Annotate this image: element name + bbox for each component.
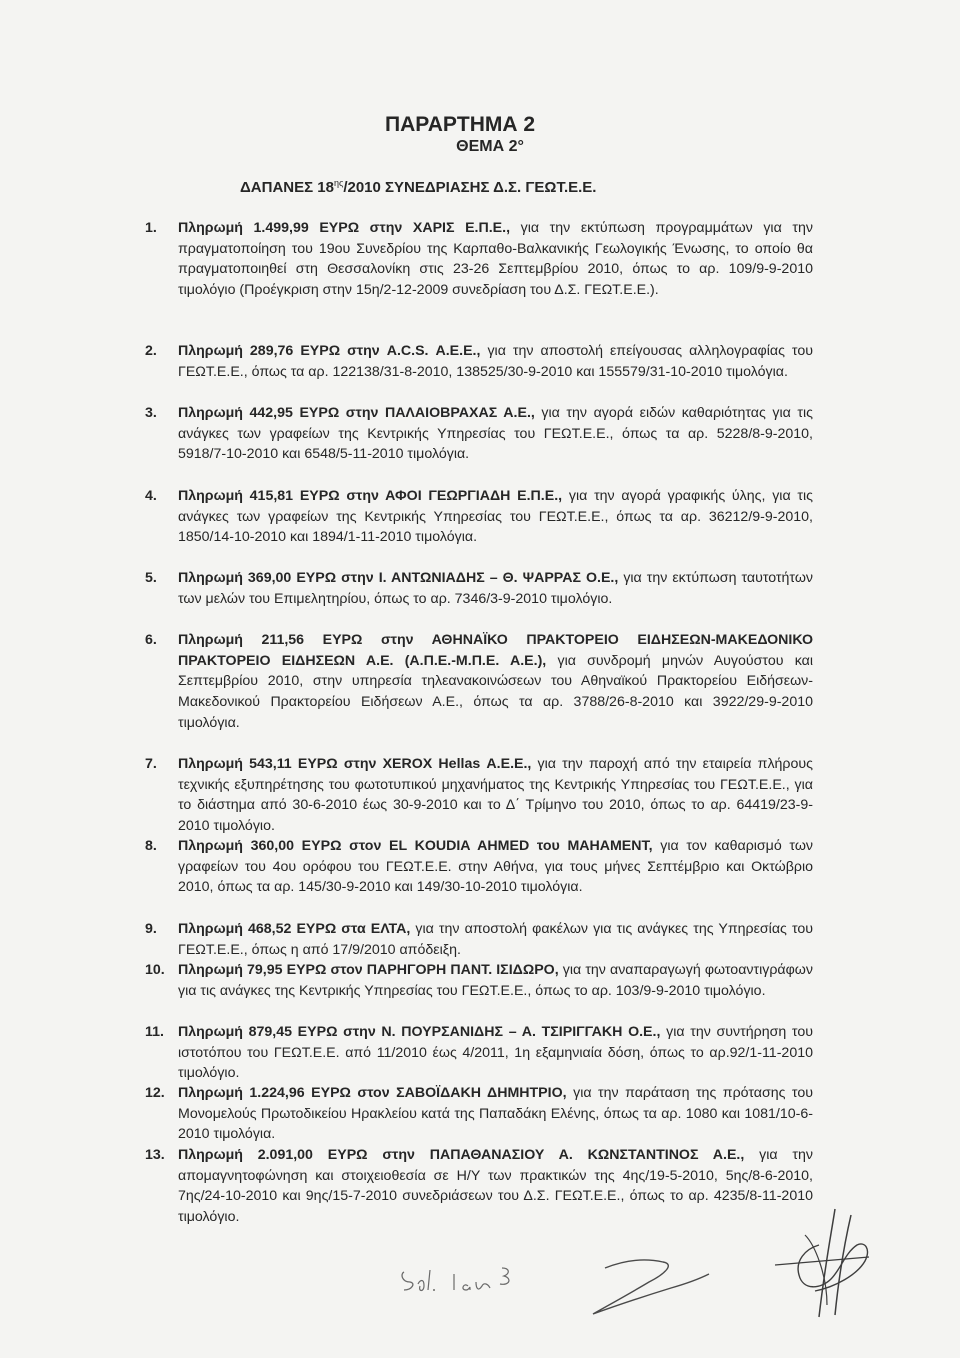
item-lead: Πληρωμή 468,52 ΕΥΡΩ στα ΕΛΤΑ, [178, 921, 411, 937]
expense-item-11 [145, 1022, 813, 1084]
item-number: 11. [145, 1024, 164, 1040]
item-text: για την απομαγνητοφώνηση και στοιχειοθεσία σε Η/Υ των πρακτικών της 4ης/19-5-2010, 5ης/8-6-2010, 7ης/24-10-2010 και 9ης/15-7-2010 συνεδριάσεων του Δ.Σ. ΓΕΩΤ.Ε.Ε., όπως το αρ. 4235/8-11-2010 τιμολόγιο. [178, 1147, 813, 1226]
item-lead: Πληρωμή 415,81 ΕΥΡΩ στην ΑΦΟΙ ΓΕΩΡΓΙΑΔΗ Ε.Π.Ε., [178, 488, 563, 504]
expense-item-12 [145, 1083, 813, 1145]
expense-item-2 [145, 341, 813, 382]
page-note-scribble [398, 1262, 528, 1302]
item-lead: Πληρωμή 289,76 ΕΥΡΩ στην A.C.S. Α.Ε.Ε., [178, 343, 481, 359]
item-number: 13. [145, 1147, 165, 1163]
item-lead: Πληρωμή 1.499,99 ΕΥΡΩ στην ΧΑΡΙΣ Ε.Π.Ε., [178, 220, 511, 236]
item-text: για την παράταση της πρότασης του Μονομελούς Πρωτοδικείου Ηρακλείου κατά της Παπαδάκη Ελένης, όπως τα αρ. 1080 και 1081/10-6-2010 τιμολόγια. [178, 1085, 813, 1143]
item-text: για συνδρομή μηνών Αυγούστου και Σεπτεμβρίου 2010, στην υπηρεσία τηλεανακοινώσεων του Αθηναϊκού Πρακτορείου Ειδήσεων-Μακεδονικού Πρακτορείου Ειδήσεων Α.Ε., όπως τα αρ. 3788/26-8-2010 και 3922/29-9-2010 τιμολόγια. [178, 652, 813, 731]
item-text: για την αποστολή φακέλων για τις ανάγκες της Υπηρεσίας του ΓΕΩΤ.Ε.Ε., όπως η από 17/9/2010 απόδειξη. [178, 921, 813, 958]
expense-item-13 [145, 1145, 813, 1228]
expense-item-5 [145, 568, 813, 609]
item-text: για την εκτύπωση προγραμμάτων για την πραγματοποίηση του 19ου Συνεδρίου της Καρπαθο-Βαλκανικής Γεωλογικής Ένωσης, το οποίο θα πραγματοποιηθεί στη Θεσσαλονίκη στις 23-26 Σεπτεμβρίου 2010, όπως το αρ. 109/9-9-2010 τιμολόγιο (Προέγκριση στην 15η/2-12-2009 συνεδρίαση του Δ.Σ. ΓΕΩΤ.Ε.Ε.). [178, 220, 813, 299]
item-lead: Πληρωμή 879,45 ΕΥΡΩ στην Ν. ΠΟΥΡΣΑΝΙΔΗΣ – Α. ΤΣΙΡΙΓΓΑΚΗ Ο.Ε., [178, 1024, 661, 1040]
handwritten-page-note [398, 1262, 528, 1302]
item-lead: Πληρωμή 79,95 ΕΥΡΩ στον ΠΑΡΗΓΟΡΗ ΠΑΝΤ. ΙΣΙΔΩΡΟ, [178, 962, 559, 978]
item-text: για την αγορά ειδών καθαριότητας για τις ανάγκες των γραφείων της Κεντρικής Υπηρεσίας του ΓΕΩΤ.Ε.Ε., όπως τα αρ. 5228/8-9-2010, 5918/7-10-2010 και 6548/5-11-2010 τιμολόγια. [178, 405, 813, 463]
item-text: για την συντήρηση του ιστοτόπου του ΓΕΩΤ.Ε.Ε. από 11/2010 έως 4/2011, 1η εξαμηνιαία δόση, όπως το αρ.92/1-11-2010 τιμολόγιο. [178, 1024, 813, 1082]
item-text: για τον καθαρισμό των γραφείων του 4ου ορόφου του ΓΕΩΤ.Ε.Ε. στην Αθήνα, για τους μήνες Σεπτέμβριο και Οκτώβριο 2010, όπως τα αρ. 145/30-9-2010 και 149/30-10-2010 τιμολόγια. [178, 838, 814, 896]
expenses-heading [240, 178, 596, 196]
item-lead: Πληρωμή 369,00 ΕΥΡΩ στην Ι. ΑΝΤΩΝΙΑΔΗΣ – Θ. ΨΑΡΡΑΣ Ο.Ε., [178, 570, 619, 586]
item-number: 3. [145, 405, 157, 421]
item-lead: Πληρωμή 442,95 ΕΥΡΩ στην ΠΑΛΑΙΟΒΡΑΧΑΣ Α.Ε., [178, 405, 535, 421]
expense-item-10 [145, 960, 813, 1001]
item-lead: Πληρωμή 1.224,96 ΕΥΡΩ στον ΣΑΒΟΪΔΑΚΗ ΔΗΜΗΤΡΙΟ, [178, 1085, 567, 1101]
item-number: 7. [145, 756, 157, 772]
signature-stroke [765, 1205, 875, 1325]
item-number: 5. [145, 570, 157, 586]
item-number: 8. [145, 838, 157, 854]
expense-item-9 [145, 919, 813, 960]
signature [585, 1240, 715, 1320]
signature-stroke [585, 1240, 715, 1320]
heading-pre: ΔΑΠΑΝΕΣ 18 [240, 179, 334, 196]
item-number: 10. [145, 962, 165, 978]
item-lead: Πληρωμή 2.091,00 ΕΥΡΩ στην ΠΑΠΑΘΑΝΑΣΙΟΥ Α. ΚΩΝΣΤΑΝΤΙΝΟΣ Α.Ε., [178, 1147, 745, 1163]
item-lead: Πληρωμή 360,00 ΕΥΡΩ στον EL KOUDIA AHMED του MAHAMENT, [178, 838, 653, 854]
expense-item-1 [145, 218, 813, 301]
item-number: 1. [145, 220, 157, 236]
item-text: για την παροχή από την εταιρεία πλήρους τεχνικής εξυπηρέτησης του φωτοτυπικού μηχανήματος της Κεντρικής Υπηρεσίας του ΓΕΩΤ.Ε.Ε., για το διάστημα από 30-6-2010 έως 30-9-2010 και το Δ΄ Τρίμηνο του 2010, όπως το αρ. 64419/23-9-2010 τιμολόγιο. [178, 756, 813, 835]
item-text: για την αποστολή επείγουσας αλληλογραφίας του ΓΕΩΤ.Ε.Ε., όπως τα αρ. 122138/31-8-2010, 138525/30-9-2010 και 155579/31-10-2010 τιμολόγια. [178, 343, 813, 380]
heading-post: /2010 ΣΥΝΕΔΡΙΑΣΗΣ Δ.Σ. ΓΕΩΤ.Ε.Ε. [343, 179, 597, 196]
item-number: 9. [145, 921, 157, 937]
item-number: 4. [145, 488, 157, 504]
item-number: 12. [145, 1085, 165, 1101]
item-text: για την εκτύπωση ταυτοτήτων των μελών του Επιμελητηρίου, όπως το αρ. 7346/3-9-2010 τιμολόγιο. [178, 570, 813, 607]
item-number: 6. [145, 632, 157, 648]
item-text: για την αναπαραγωγή φωτοαντιγράφων για τις ανάγκες της Κεντρικής Υπηρεσίας του ΓΕΩΤ.Ε.Ε., όπως το αρ. 103/9-9-2010 τιμολόγιο. [178, 962, 813, 999]
annex-title: ΠΑΡΑΡΤΗΜΑ 2 [384, 113, 536, 136]
expense-item-3 [145, 403, 813, 465]
topic-subtitle: ΘΕΜΑ 2° [456, 138, 524, 155]
expense-item-7 [145, 754, 813, 837]
item-text: για την αγορά γραφικής ύλης, για τις ανάγκες των γραφείων της Κεντρικής Υπηρεσίας του ΓΕΩΤ.Ε.Ε., όπως τα αρ. 36212/9-9-2010, 1850/14-10-2010 και 1894/1-11-2010 τιμολόγια. [178, 488, 813, 546]
expense-item-4 [145, 486, 813, 548]
heading-sup: ης [333, 178, 344, 188]
item-lead: Πληρωμή 211,56 ΕΥΡΩ στην ΑΘΗΝΑΪΚΟ ΠΡΑΚΤΟΡΕΙΟ ΕΙΔΗΣΕΩΝ-ΜΑΚΕΔΟΝΙΚΟ ΠΡΑΚΤΟΡΕΙΟ ΕΙΔΗΣΕΩΝ Α.Ε. (Α.Π.Ε.-Μ.Π.Ε. Α.Ε.), [178, 632, 813, 669]
item-lead: Πληρωμή 543,11 ΕΥΡΩ στην XEROX Hellas Α.Ε.Ε., [178, 756, 532, 772]
expense-item-8 [145, 836, 813, 898]
signature [765, 1205, 875, 1325]
expense-item-6 [145, 630, 813, 734]
item-number: 2. [145, 343, 157, 359]
